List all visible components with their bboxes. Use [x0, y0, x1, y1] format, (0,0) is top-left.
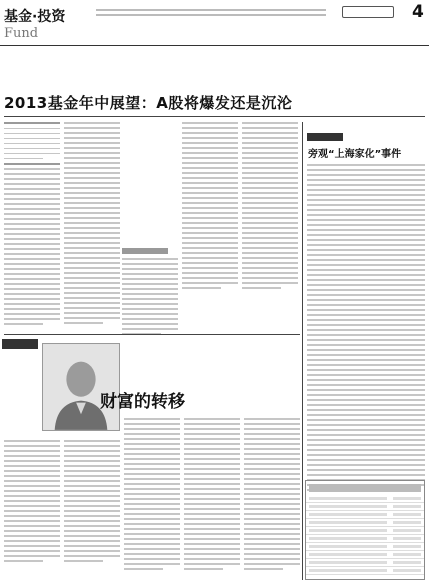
title-rule [4, 116, 425, 117]
table-row [306, 511, 424, 519]
section-name-en: Fund [4, 26, 39, 41]
table-row [306, 543, 424, 551]
section-rule [4, 334, 300, 335]
lead-article-body [64, 122, 120, 327]
page-header [0, 0, 429, 46]
right-column-title: 旁观“上海家化”事件 [308, 149, 402, 160]
header-meta-line [96, 6, 326, 28]
page-number: 4 [412, 2, 424, 22]
paper-logo-mark [342, 6, 394, 18]
section-name: 基金·投资 [4, 9, 66, 25]
table-row [306, 559, 424, 567]
table-row [306, 551, 424, 559]
table-row [306, 519, 424, 527]
lead-article-body [182, 122, 238, 292]
lead-article-body [122, 258, 178, 338]
data-table [305, 480, 425, 580]
data-table-title [309, 484, 421, 492]
feature-article-body [124, 418, 180, 573]
feature-article-body [4, 440, 60, 565]
lead-article-body [242, 122, 298, 292]
table-row [306, 567, 424, 575]
lead-article-title: 2013基金年中展望：A股将爆发还是沉沦 [4, 94, 293, 112]
lead-article-body [4, 122, 60, 328]
table-row [306, 527, 424, 535]
table-row [306, 495, 424, 503]
table-row [306, 535, 424, 543]
feature-article-body [244, 418, 300, 573]
column-divider [302, 122, 303, 580]
feature-article-body [184, 418, 240, 573]
lead-article-subhead [122, 248, 168, 254]
feature-article-body [64, 440, 120, 565]
paper-logo [342, 4, 398, 20]
table-row [306, 503, 424, 511]
feature-article-title: 财富的转移 [100, 392, 185, 412]
right-column-label [307, 133, 343, 141]
column-label [2, 339, 38, 349]
right-column-body [307, 164, 425, 494]
